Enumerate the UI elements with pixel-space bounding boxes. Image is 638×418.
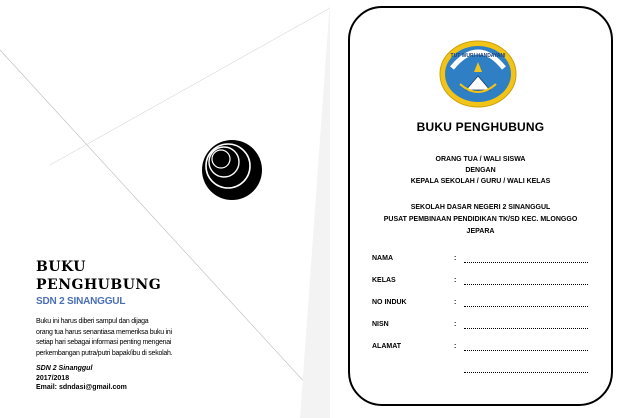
description-line: orang tua harus senantiasa memeriksa buku ini bbox=[36, 328, 172, 336]
institution-block bbox=[348, 202, 613, 238]
field-label: NAMA bbox=[372, 255, 393, 262]
back-footer bbox=[36, 364, 127, 393]
parties-line: KEPALA SEKOLAH / GURU / WALI KELAS bbox=[410, 178, 551, 185]
institution-line: PUSAT PEMBINAAN PENDIDIKAN TK/SD KEC. MLONGGO bbox=[383, 216, 578, 223]
field-fill-line bbox=[464, 306, 588, 307]
field-kelas bbox=[372, 277, 597, 299]
field-label: NO INDUK bbox=[372, 299, 407, 306]
field-label: ALAMAT bbox=[372, 343, 402, 350]
institution-line: SEKOLAH DASAR NEGERI 2 SINANGGUL bbox=[410, 204, 551, 211]
back-cover-text bbox=[36, 258, 226, 359]
parties-block bbox=[348, 154, 613, 187]
field-colon: : bbox=[454, 299, 457, 306]
field-alamat bbox=[372, 343, 597, 365]
parties-line: ORANG TUA / WALI SISWA bbox=[435, 156, 526, 163]
field-colon: : bbox=[454, 321, 457, 328]
footer-year: 2017/2018 bbox=[36, 374, 70, 382]
back-title-line1: BUKU bbox=[36, 259, 86, 275]
footer-email: Email: sdndasi@gmail.com bbox=[36, 384, 127, 391]
field-fill-line bbox=[464, 284, 588, 285]
back-description bbox=[36, 317, 226, 359]
field-nama bbox=[372, 255, 597, 277]
spiral-logo-icon bbox=[196, 134, 268, 206]
field-nisn bbox=[372, 321, 597, 343]
field-fill-line bbox=[464, 372, 588, 373]
field-label: NISN bbox=[372, 321, 389, 328]
logo-text: TUT WURI HANDAYANI bbox=[450, 53, 506, 59]
tut-wuri-handayani-logo-icon bbox=[438, 38, 518, 108]
field-fill-line bbox=[464, 350, 588, 351]
cover-title: BUKU PENGHUBUNG bbox=[416, 120, 545, 134]
back-title-line2: PENGHUBUNG bbox=[36, 277, 162, 293]
field-fill-line bbox=[464, 328, 588, 329]
field-no-induk bbox=[372, 299, 597, 321]
field-fill-line bbox=[464, 262, 588, 263]
parties-line: DENGAN bbox=[465, 167, 496, 174]
institution-line: JEPARA bbox=[466, 228, 495, 235]
field-label: KELAS bbox=[372, 277, 396, 284]
field-colon: : bbox=[454, 343, 457, 350]
description-line: setiap hari sebagai informasi penting mengenai bbox=[36, 339, 172, 346]
field-colon: : bbox=[454, 255, 457, 262]
field-alamat-continued bbox=[372, 365, 597, 387]
identity-fields bbox=[372, 255, 597, 387]
field-colon: : bbox=[454, 277, 457, 284]
back-school-name: SDN 2 SINANGGUL bbox=[36, 296, 126, 307]
footer-school: SDN 2 Sinanggul bbox=[36, 365, 93, 372]
description-line: Buku ini harus diberi sampul dan dijaga bbox=[36, 318, 149, 325]
description-line: perkembangan putra/putri bapak/ibu di sekolah. bbox=[36, 349, 173, 357]
